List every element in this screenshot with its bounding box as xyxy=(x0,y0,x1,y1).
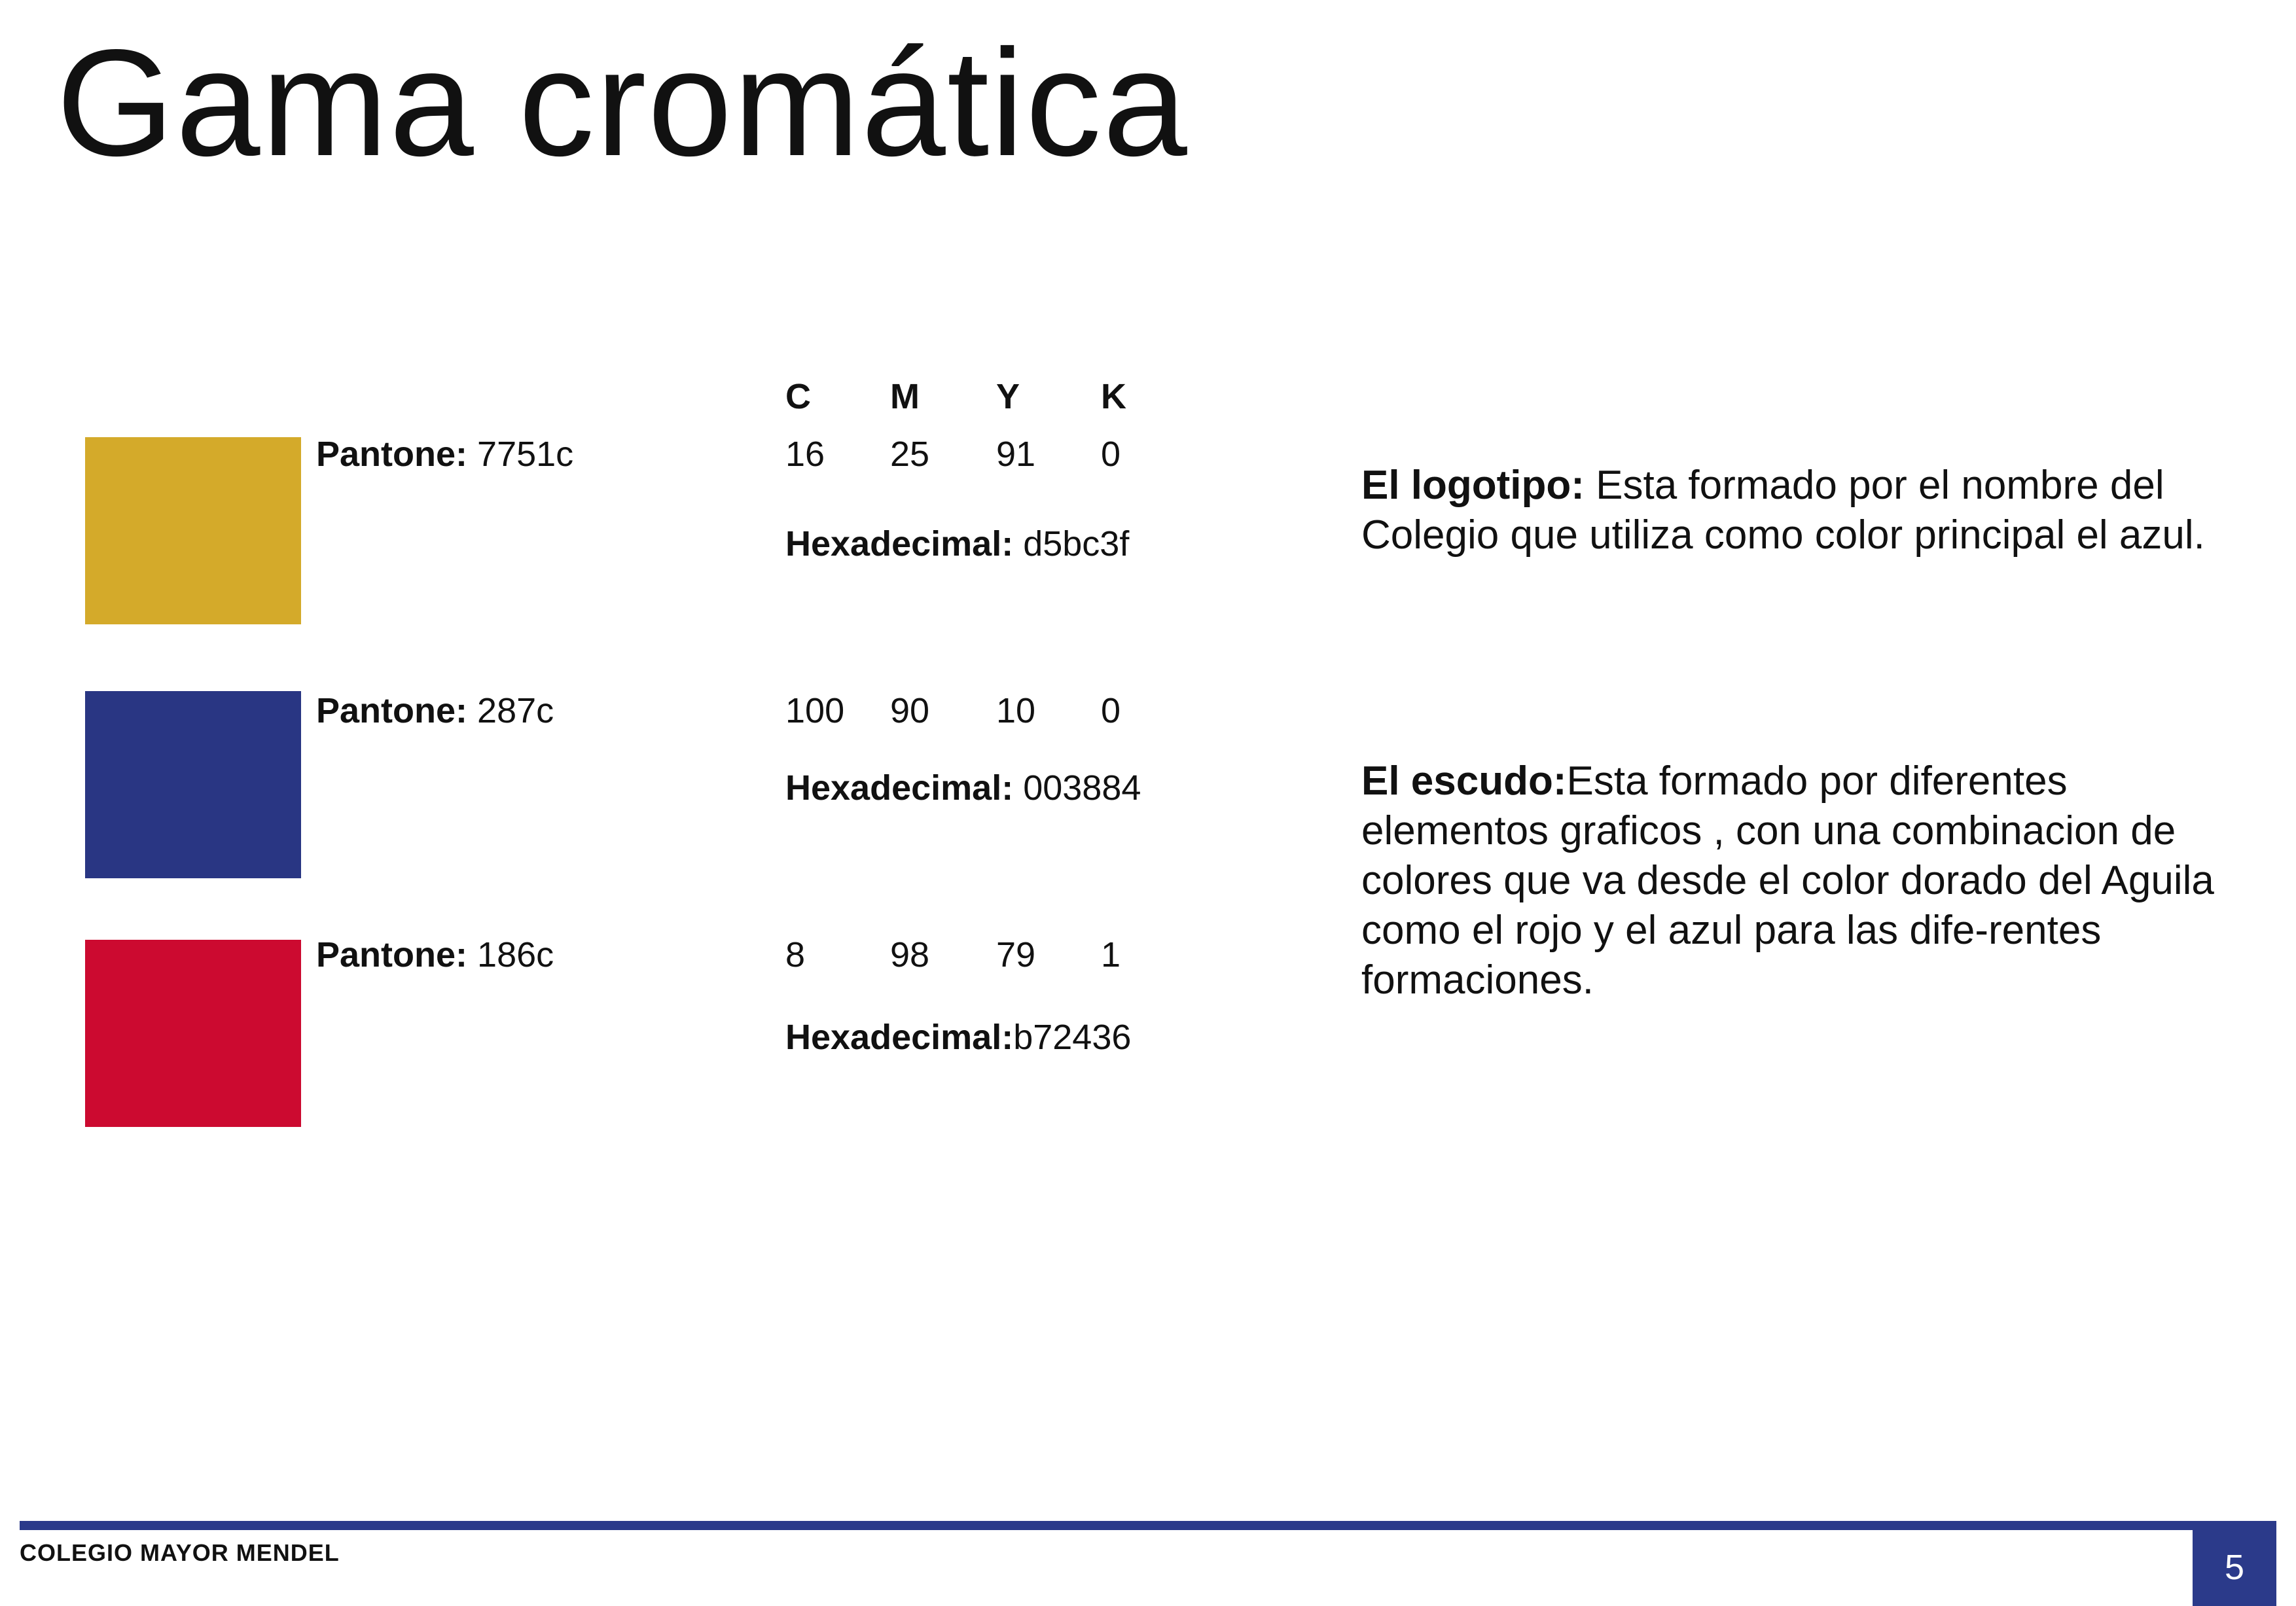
color-swatch-blue xyxy=(85,691,301,878)
description-text: Esta formado por diferentes elementos graficos , con una combinacion de colores que va desde el color dorado del Aguila como el rojo y el azul para las dife-rentes formaciones. xyxy=(1361,758,2214,1003)
hex-key: Hexadecimal: xyxy=(785,524,1014,563)
description-label: El escudo: xyxy=(1361,758,1567,804)
cmyk-c-value: 16 xyxy=(785,435,825,474)
cmyk-y-value: 10 xyxy=(996,691,1036,730)
cmyk-y-value: 91 xyxy=(996,435,1036,474)
pantone-value: 287c xyxy=(477,691,554,730)
pantone-label-red xyxy=(316,935,554,975)
pantone-key: Pantone: xyxy=(316,435,468,474)
cmyk-k-value: 1 xyxy=(1101,935,1121,974)
cmyk-c-value: 100 xyxy=(785,691,845,730)
footer-brand: COLEGIO MAYOR MENDEL xyxy=(20,1539,340,1566)
cmyk-k-value: 0 xyxy=(1101,691,1121,730)
hex-key: Hexadecimal: xyxy=(785,768,1014,808)
color-swatch-red xyxy=(85,940,301,1127)
cmyk-header-c: C xyxy=(785,377,811,416)
cmyk-m-value: 98 xyxy=(890,935,930,974)
cmyk-c-value: 8 xyxy=(785,935,806,974)
pantone-value: 7751c xyxy=(477,435,574,474)
cmyk-k-value: 0 xyxy=(1101,435,1121,474)
cmyk-m-value: 90 xyxy=(890,691,930,730)
pantone-label-gold xyxy=(316,434,573,474)
page-title: Gama cromática xyxy=(56,18,1189,188)
hex-value: b72436 xyxy=(1013,1018,1132,1057)
cmyk-m-value: 25 xyxy=(890,435,930,474)
cmyk-header-k: K xyxy=(1101,377,1126,416)
pantone-label-blue xyxy=(316,690,554,731)
color-swatch-gold xyxy=(85,437,301,624)
pantone-value: 186c xyxy=(477,935,554,974)
description-label: El logotipo: xyxy=(1361,463,1585,508)
escudo-description xyxy=(1361,757,2238,1005)
cmyk-header-m: M xyxy=(890,377,920,416)
cmyk-y-value: 79 xyxy=(996,935,1036,974)
hex-code-blue xyxy=(785,768,1141,808)
hex-code-red xyxy=(785,1017,1131,1058)
hex-key: Hexadecimal: xyxy=(785,1018,1014,1057)
footer-rule xyxy=(20,1521,2276,1530)
hex-code-gold xyxy=(785,524,1129,564)
hex-value: 003884 xyxy=(1023,768,1141,808)
cmyk-header-y: Y xyxy=(996,377,1020,416)
pantone-key: Pantone: xyxy=(316,691,468,730)
logotipo-description xyxy=(1361,461,2238,560)
description-text: Esta formado por el nombre del Colegio que utiliza como color principal el azul. xyxy=(1361,463,2205,558)
pantone-key: Pantone: xyxy=(316,935,468,974)
hex-value: d5bc3f xyxy=(1023,524,1130,563)
page-number: 5 xyxy=(2193,1529,2276,1606)
